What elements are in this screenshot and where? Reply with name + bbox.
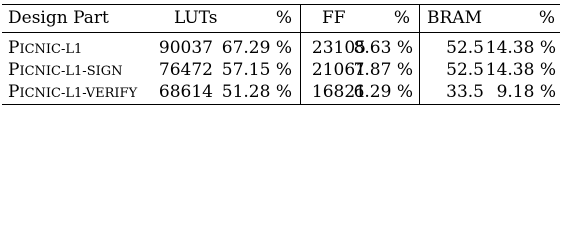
- row-bram-percent: 14.38 %: [485, 60, 556, 80]
- row-design-part: PICNIC-L1: [8, 38, 83, 58]
- row-ff: 21061: [311, 60, 366, 80]
- row-bram: 33.5: [446, 82, 484, 102]
- header-luts: LUTs: [174, 8, 218, 28]
- row-design-part: PICNIC-L1-SIGN: [8, 60, 123, 80]
- top-rule: [2, 4, 560, 5]
- row-luts: 76472: [158, 60, 213, 80]
- row-luts: 68614: [158, 82, 213, 102]
- column-divider-luts-ff: [300, 4, 301, 104]
- row-ff-percent: 6.29 %: [353, 82, 413, 102]
- header-bram: BRAM: [427, 8, 482, 28]
- header-design-part: Design Part: [8, 8, 109, 28]
- header-ff-percent: %: [393, 8, 410, 28]
- header-rule: [2, 32, 560, 33]
- row-ff: 16821: [311, 82, 366, 102]
- row-ff-percent: 7.87 %: [353, 60, 413, 80]
- header-bram-percent: %: [538, 8, 555, 28]
- row-bram-percent: 9.18 %: [496, 82, 556, 102]
- row-luts-percent: 57.15 %: [221, 60, 292, 80]
- row-luts-percent: 51.28 %: [221, 82, 292, 102]
- row-bram-percent: 14.38 %: [485, 38, 556, 58]
- row-bram: 52.5: [446, 60, 484, 80]
- bottom-rule: [2, 104, 560, 105]
- row-bram: 52.5: [446, 38, 484, 58]
- row-luts: 90037: [158, 38, 213, 58]
- row-design-part: PICNIC-L1-VERIFY: [8, 82, 138, 102]
- header-luts-percent: %: [275, 8, 292, 28]
- header-ff: FF: [322, 8, 346, 28]
- row-luts-percent: 67.29 %: [221, 38, 292, 58]
- resource-utilization-table: [0, 0, 564, 110]
- row-ff-percent: 8.63 %: [353, 38, 413, 58]
- row-ff: 23105: [311, 38, 366, 58]
